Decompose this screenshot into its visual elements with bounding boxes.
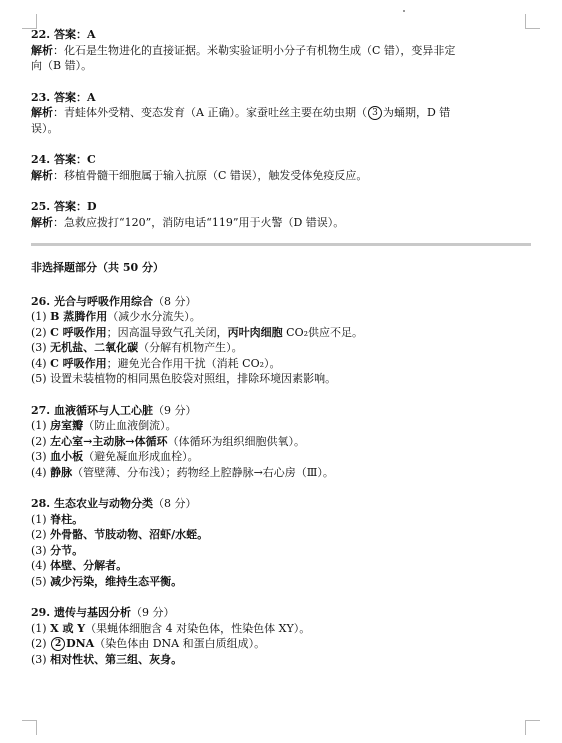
item-note: 设置未装植物的相同黑色胶袋对照组，排除环境因素影响。 bbox=[50, 372, 337, 385]
question-score: （9 分） bbox=[152, 403, 197, 417]
analysis-label: 解析 bbox=[31, 43, 53, 57]
item-number: (5) bbox=[31, 372, 51, 385]
item-number: (1) bbox=[31, 310, 51, 323]
item-number: (4) bbox=[31, 356, 51, 370]
label-separator: ： bbox=[53, 168, 64, 182]
list-item bbox=[31, 558, 531, 574]
item-note: （避免凝血形成血栓）。 bbox=[83, 450, 199, 463]
item-answer: 外骨骼、节肢动物、沼虾/水蛭 bbox=[50, 528, 198, 541]
item-number: (3) bbox=[31, 543, 51, 557]
item-answer: 分节 bbox=[50, 543, 73, 557]
analysis-text bbox=[31, 43, 531, 59]
item-number: (3) bbox=[31, 652, 51, 666]
list-item bbox=[31, 574, 531, 590]
item-note: （染色体由 DNA 和蛋白质组成）。 bbox=[94, 637, 266, 650]
item-number: (2) bbox=[31, 528, 51, 541]
list-item bbox=[31, 449, 531, 465]
list-item bbox=[31, 340, 531, 356]
question-heading bbox=[31, 605, 531, 621]
item-number: (1) bbox=[31, 512, 51, 526]
item-number: (1) bbox=[31, 621, 51, 635]
label-separator: ： bbox=[53, 215, 64, 229]
analysis-line: 移植骨髓干细胞属于输入抗原（C 错误），触发受体免疫反应。 bbox=[64, 168, 368, 182]
question-29 bbox=[31, 605, 531, 667]
list-item bbox=[31, 325, 531, 341]
label-separator: ： bbox=[53, 43, 64, 57]
item-answer: C 呼吸作用 bbox=[50, 356, 107, 370]
item-note: 。 bbox=[171, 574, 183, 588]
list-item bbox=[31, 652, 531, 668]
circled-number-2: 2 bbox=[51, 637, 65, 651]
question-title: 27. 血液循环与人工心脏 bbox=[31, 403, 153, 417]
list-item bbox=[31, 434, 531, 450]
item-number: (4) bbox=[31, 465, 51, 479]
item-note: 。 bbox=[72, 543, 84, 557]
answer-24 bbox=[31, 152, 531, 183]
section-divider bbox=[31, 243, 531, 246]
label-separator: ： bbox=[53, 106, 64, 119]
item-note: 。 bbox=[197, 528, 209, 541]
item-note: （管壁薄、分布浅）；药物经上腔静脉→右心房（Ⅲ）。 bbox=[72, 465, 334, 479]
item-number: (2) bbox=[31, 637, 51, 650]
question-score: （8 分） bbox=[152, 294, 197, 308]
item-answer: 左心室→主动脉→体循环 bbox=[50, 434, 168, 448]
item-answer: 血小板 bbox=[50, 450, 84, 463]
question-score: （8 分） bbox=[152, 497, 197, 510]
answer-title: 25. 答案：D bbox=[31, 200, 97, 213]
list-item bbox=[31, 621, 531, 637]
item-answer: 房室瓣 bbox=[50, 419, 84, 432]
answer-title: 23. 答案：A bbox=[31, 90, 96, 104]
circled-number-3: 3 bbox=[368, 106, 382, 120]
item-answer: 减少污染，维持生态平衡 bbox=[50, 574, 172, 588]
item-answer: C 呼吸作用 bbox=[50, 325, 107, 339]
analysis-text bbox=[31, 168, 531, 184]
item-note: 。 bbox=[72, 512, 84, 526]
list-item bbox=[31, 527, 531, 543]
item-answer: B 蒸腾作用 bbox=[50, 310, 108, 323]
list-item bbox=[31, 543, 531, 559]
list-item bbox=[31, 465, 531, 481]
answer-22 bbox=[31, 27, 531, 74]
item-answer: X 或 Y bbox=[50, 621, 86, 635]
item-number: (4) bbox=[31, 559, 51, 572]
item-answer: 静脉 bbox=[50, 465, 73, 479]
item-number: (3) bbox=[31, 450, 51, 463]
answer-25 bbox=[31, 199, 531, 230]
answer-title: 22. 答案：A bbox=[31, 28, 96, 41]
question-title: 26. 光合与呼吸作用综合 bbox=[31, 294, 153, 308]
list-item bbox=[31, 356, 531, 372]
item-note: ；因高温导致气孔关闭， bbox=[106, 325, 228, 339]
answer-23 bbox=[31, 90, 531, 137]
stray-dot bbox=[403, 10, 405, 12]
question-title: 29. 遗传与基因分析 bbox=[31, 606, 131, 619]
analysis-line-tail: 为蛹期，D 错 bbox=[382, 106, 451, 119]
analysis-label: 解析 bbox=[31, 168, 53, 182]
item-note: （分解有机物产生）。 bbox=[138, 341, 243, 354]
item-answer-2: 丙叶肉细胞 bbox=[227, 325, 283, 339]
analysis-line: 急救应拨打“120”，消防电话“119”用于火警（D 错误）。 bbox=[64, 215, 345, 229]
analysis-label: 解析 bbox=[31, 106, 53, 119]
list-item bbox=[31, 309, 531, 325]
question-28 bbox=[31, 496, 531, 589]
analysis-label: 解析 bbox=[31, 215, 53, 229]
analysis-line: 化石是生物进化的直接证据。米勒实验证明小分子有机物生成（C 错），变异非定 bbox=[64, 43, 456, 57]
item-note: 。 bbox=[116, 559, 128, 572]
list-item bbox=[31, 418, 531, 434]
item-answer: 无机盐、二氧化碳 bbox=[50, 341, 139, 354]
list-item bbox=[31, 512, 531, 528]
analysis-text bbox=[31, 105, 531, 121]
item-answer: DNA bbox=[66, 637, 95, 650]
answer-title: 24. 答案：C bbox=[31, 153, 96, 166]
item-answer: 相对性状、第三组、灰身 bbox=[50, 652, 172, 666]
question-26 bbox=[31, 294, 531, 387]
item-note: （减少水分流失）。 bbox=[107, 310, 201, 323]
list-item bbox=[31, 371, 531, 387]
item-note-2: CO₂供应不足。 bbox=[282, 325, 364, 339]
question-heading bbox=[31, 403, 531, 419]
analysis-line: 青蛙体外受精、变态发育（A 正确）。家蚕吐丝主要在幼虫期（ bbox=[64, 106, 367, 119]
crop-mark-bottom-right bbox=[525, 720, 540, 735]
question-heading bbox=[31, 294, 531, 310]
question-heading bbox=[31, 496, 531, 512]
question-title: 28. 生态农业与动物分类 bbox=[31, 497, 153, 510]
item-number: (2) bbox=[31, 325, 51, 339]
question-27 bbox=[31, 403, 531, 481]
item-note: （防止血液倒流）。 bbox=[83, 419, 177, 432]
analysis-text bbox=[31, 215, 531, 231]
item-note: （果蝇体细胞含 4 对染色体，性染色体 XY）。 bbox=[85, 621, 311, 635]
item-answer: 体壁、分解者 bbox=[50, 559, 117, 572]
item-note: （体循环为组织细胞供氧）。 bbox=[167, 434, 306, 448]
document-body bbox=[31, 27, 531, 667]
crop-mark-bottom-left bbox=[22, 720, 37, 735]
list-item bbox=[31, 636, 531, 652]
item-number: (1) bbox=[31, 419, 51, 432]
question-score: （9 分） bbox=[130, 606, 175, 619]
section-title: 非选择题部分（共 50 分） bbox=[31, 261, 164, 274]
analysis-line-2: 向（B 错）。 bbox=[31, 59, 93, 72]
item-number: (3) bbox=[31, 341, 51, 354]
item-note: 。 bbox=[171, 652, 183, 666]
item-answer: 脊柱 bbox=[50, 512, 73, 526]
item-note: ；避免光合作用干扰（消耗 CO₂）。 bbox=[106, 356, 281, 370]
item-number: (2) bbox=[31, 434, 51, 448]
analysis-line-2: 误）。 bbox=[31, 121, 59, 135]
item-number: (5) bbox=[31, 574, 51, 588]
